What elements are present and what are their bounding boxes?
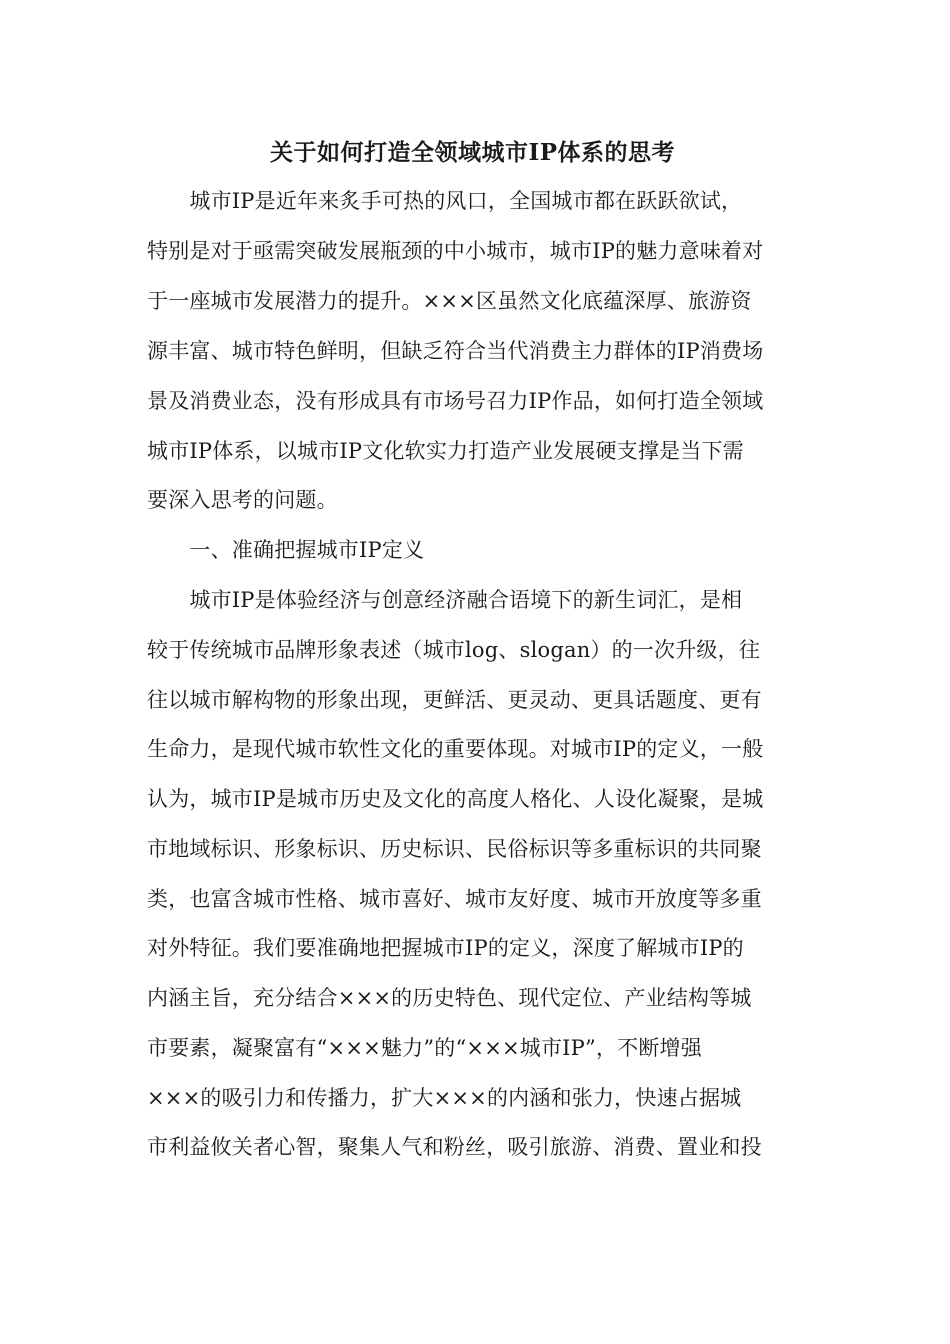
body-line: 市利益攸关者心智，聚集人气和粉丝，吸引旅游、消费、置业和投 xyxy=(147,1135,762,1159)
body-line: 生命力，是现代城市软性文化的重要体现。对城市IP的定义，一般 xyxy=(147,737,764,761)
body-line: 市地域标识、形象标识、历史标识、民俗标识等多重标识的共同聚 xyxy=(147,837,762,861)
body-line: 景及消费业态，没有形成具有市场号召力IP作品，如何打造全领域 xyxy=(147,389,764,413)
body-line: 于一座城市发展潜力的提升。×××区虽然文化底蕴深厚、旅游资 xyxy=(147,289,752,313)
body-line: 要深入思考的问题。 xyxy=(147,488,338,512)
body-line: 往以城市解构物的形象出现，更鲜活、更灵动、更具话题度、更有 xyxy=(147,688,762,712)
body-line: 较于传统城市品牌形象表述（城市log、slogan）的一次升级，往 xyxy=(147,638,761,662)
body-line: 类，也富含城市性格、城市喜好、城市友好度、城市开放度等多重 xyxy=(147,887,762,911)
document-title: 关于如何打造全领域城市IP体系的思考 xyxy=(269,139,676,166)
body-line: 特别是对于亟需突破发展瓶颈的中小城市，城市IP的魅力意味着对 xyxy=(147,239,764,263)
body-line: 城市IP是体验经济与创意经济融合语境下的新生词汇，是相 xyxy=(147,588,743,612)
body-line: 对外特征。我们要准确地把握城市IP的定义，深度了解城市IP的 xyxy=(147,936,744,960)
body-line: 内涵主旨，充分结合×××的历史特色、现代定位、产业结构等城 xyxy=(147,986,752,1010)
body-line: ×××的吸引力和传播力，扩大×××的内涵和张力，快速占据城 xyxy=(147,1086,742,1110)
body-line: 市要素，凝聚富有“×××魅力”的“×××城市IP”，不断增强 xyxy=(147,1036,702,1060)
section-heading: 一、准确把握城市IP定义 xyxy=(147,538,425,562)
body-line: 认为，城市IP是城市历史及文化的高度人格化、人设化凝聚，是城 xyxy=(147,787,764,811)
body-line: 城市IP是近年来炙手可热的风口，全国城市都在跃跃欲试， xyxy=(147,189,743,213)
body-line: 源丰富、城市特色鲜明，但缺乏符合当代消费主力群体的IP消费场 xyxy=(147,339,764,363)
body-line: 城市IP体系，以城市IP文化软实力打造产业发展硬支撑是当下需 xyxy=(147,439,744,463)
